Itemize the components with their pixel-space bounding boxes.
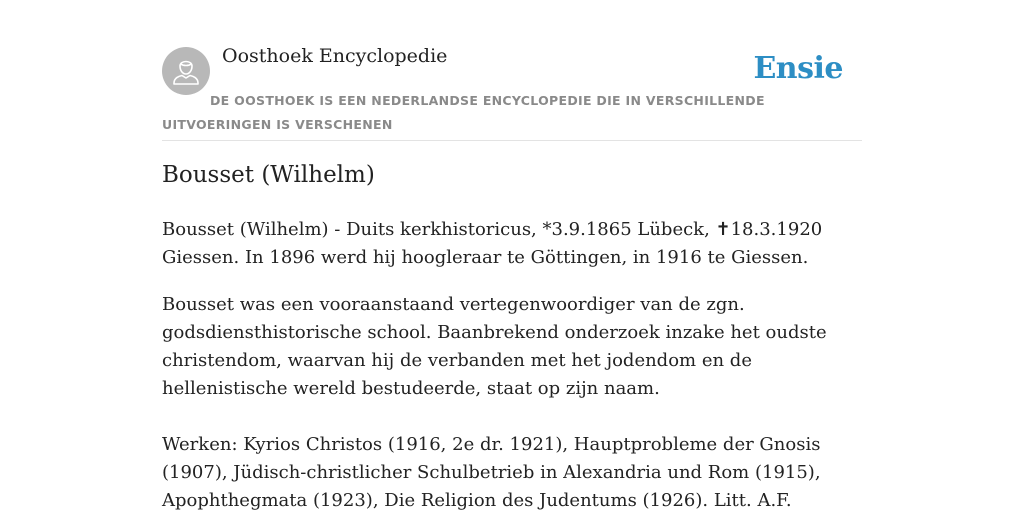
- article-title: Bousset (Wilhelm): [162, 162, 375, 188]
- brand-logo-link[interactable]: Ensie: [753, 51, 843, 86]
- content-container: [162, 0, 862, 511]
- article-paragraph-2: Bousset was een vooraanstaand vertegenwoordiger van de zgn. godsdiensthistorische school. Baanbrekend onderzoek inzake het oudste christendom, waarvan hij de verbanden met het jodendom en de hellenistische wereld bestudeerde, staat op zijn naam.: [162, 294, 827, 399]
- user-placeholder-icon[interactable]: [162, 47, 210, 95]
- publication-header: [162, 0, 862, 141]
- publication-description: DE OOSTHOEK IS EEN NEDERLANDSE ENCYCLOPEDIE DIE IN VERSCHILLENDE UITVOERINGEN IS VERSCHENEN: [162, 93, 765, 132]
- article-paragraph-3: Werken: Kyrios Christos (1916, 2e dr. 1921), Hauptprobleme der Gnosis (1907), Jüdisch-christlicher Schulbetrieb in Alexandria und Rom (1915), Apophthegmata (1923), Die Religion des Judentums (1926). Litt. A.F.: [162, 434, 821, 511]
- article-paragraph-1: Bousset (Wilhelm) - Duits kerkhistoricus, *3.9.1865 Lübeck, ✝18.3.1920 Giessen. In 1896 werd hij hoogleraar te Göttingen, in 1916 te Giessen.: [162, 219, 823, 268]
- publication-title[interactable]: Oosthoek Encyclopedie: [222, 45, 448, 67]
